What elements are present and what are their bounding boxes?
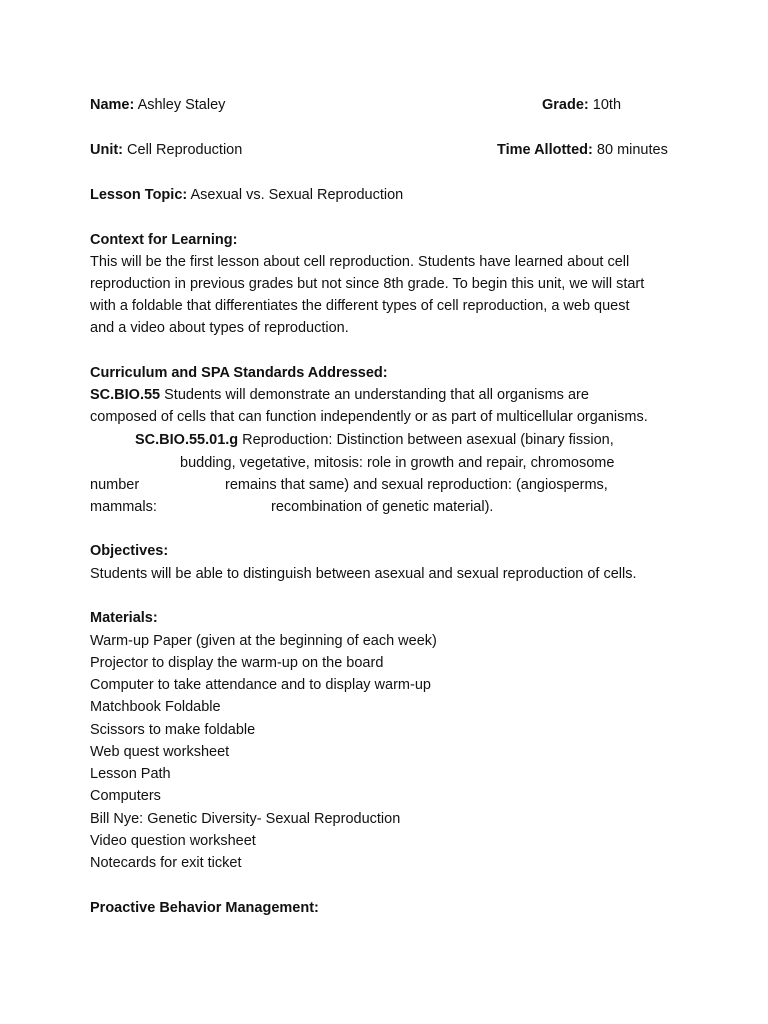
material-item: Warm-up Paper (given at the beginning of each week) bbox=[90, 633, 437, 649]
standard-sub-line: SC.BIO.55.01.g Reproduction: Distinction between asexual (binary fission, bbox=[135, 432, 614, 448]
name-label: Name: bbox=[90, 97, 135, 113]
standard-sub-line: remains that same) and sexual reproduction: (angiosperms, bbox=[225, 477, 608, 493]
standard-code: SC.BIO.55 bbox=[90, 387, 161, 403]
grade-row bbox=[542, 95, 621, 115]
standard-sub-line: mammals: bbox=[90, 499, 157, 515]
material-item: Computers bbox=[90, 788, 161, 804]
context-line: reproduction in previous grades but not since 8th grade. To begin this unit, we will start bbox=[90, 276, 645, 292]
material-item: Scissors to make foldable bbox=[90, 722, 256, 738]
objectives-heading: Objectives: bbox=[90, 543, 169, 559]
standard-sub-line: recombination of genetic material). bbox=[271, 499, 494, 515]
topic-value: Asexual vs. Sexual Reproduction bbox=[190, 187, 404, 203]
material-item: Matchbook Foldable bbox=[90, 699, 221, 715]
time-label: Time Allotted: bbox=[497, 142, 593, 158]
grade-label: Grade: bbox=[542, 97, 589, 113]
standard-sub-line: budding, vegetative, mitosis: role in growth and repair, chromosome bbox=[180, 455, 615, 471]
unit-label: Unit: bbox=[90, 142, 124, 158]
context-line: This will be the first lesson about cell reproduction. Students have learned about cell bbox=[90, 254, 630, 270]
topic-row bbox=[90, 185, 403, 205]
context-line: with a foldable that differentiates the different types of cell reproduction, a web quest bbox=[90, 298, 630, 314]
material-item: Projector to display the warm-up on the board bbox=[90, 655, 384, 671]
behavior-heading: Proactive Behavior Management: bbox=[90, 900, 319, 916]
standard-sub-code: SC.BIO.55.01.g bbox=[135, 432, 239, 448]
name-row bbox=[90, 95, 225, 115]
material-item: Video question worksheet bbox=[90, 833, 256, 849]
materials-heading: Materials: bbox=[90, 610, 158, 626]
standard-sub-line: number bbox=[90, 477, 140, 493]
time-value: 80 minutes bbox=[596, 142, 668, 158]
standard-main-line: composed of cells that can function independently or as part of multicellular organisms. bbox=[90, 409, 648, 425]
name-value: Ashley Staley bbox=[137, 97, 226, 113]
objectives-text: Students will be able to distinguish between asexual and sexual reproduction of cells. bbox=[90, 566, 637, 582]
material-item: Lesson Path bbox=[90, 766, 171, 782]
standard-main-line: SC.BIO.55 Students will demonstrate an understanding that all organisms are bbox=[90, 387, 589, 403]
time-row bbox=[497, 140, 668, 160]
material-item: Web quest worksheet bbox=[90, 744, 230, 760]
unit-row bbox=[90, 140, 242, 160]
context-line: and a video about types of reproduction. bbox=[90, 320, 349, 336]
context-heading: Context for Learning: bbox=[90, 232, 238, 248]
material-item: Notecards for exit ticket bbox=[90, 855, 242, 871]
material-item: Computer to take attendance and to display warm-up bbox=[90, 677, 431, 693]
standards-heading: Curriculum and SPA Standards Addressed: bbox=[90, 365, 388, 381]
material-item: Bill Nye: Genetic Diversity- Sexual Reproduction bbox=[90, 811, 401, 827]
topic-label: Lesson Topic: bbox=[90, 187, 188, 203]
unit-value: Cell Reproduction bbox=[127, 142, 243, 158]
grade-value: 10th bbox=[592, 97, 622, 113]
